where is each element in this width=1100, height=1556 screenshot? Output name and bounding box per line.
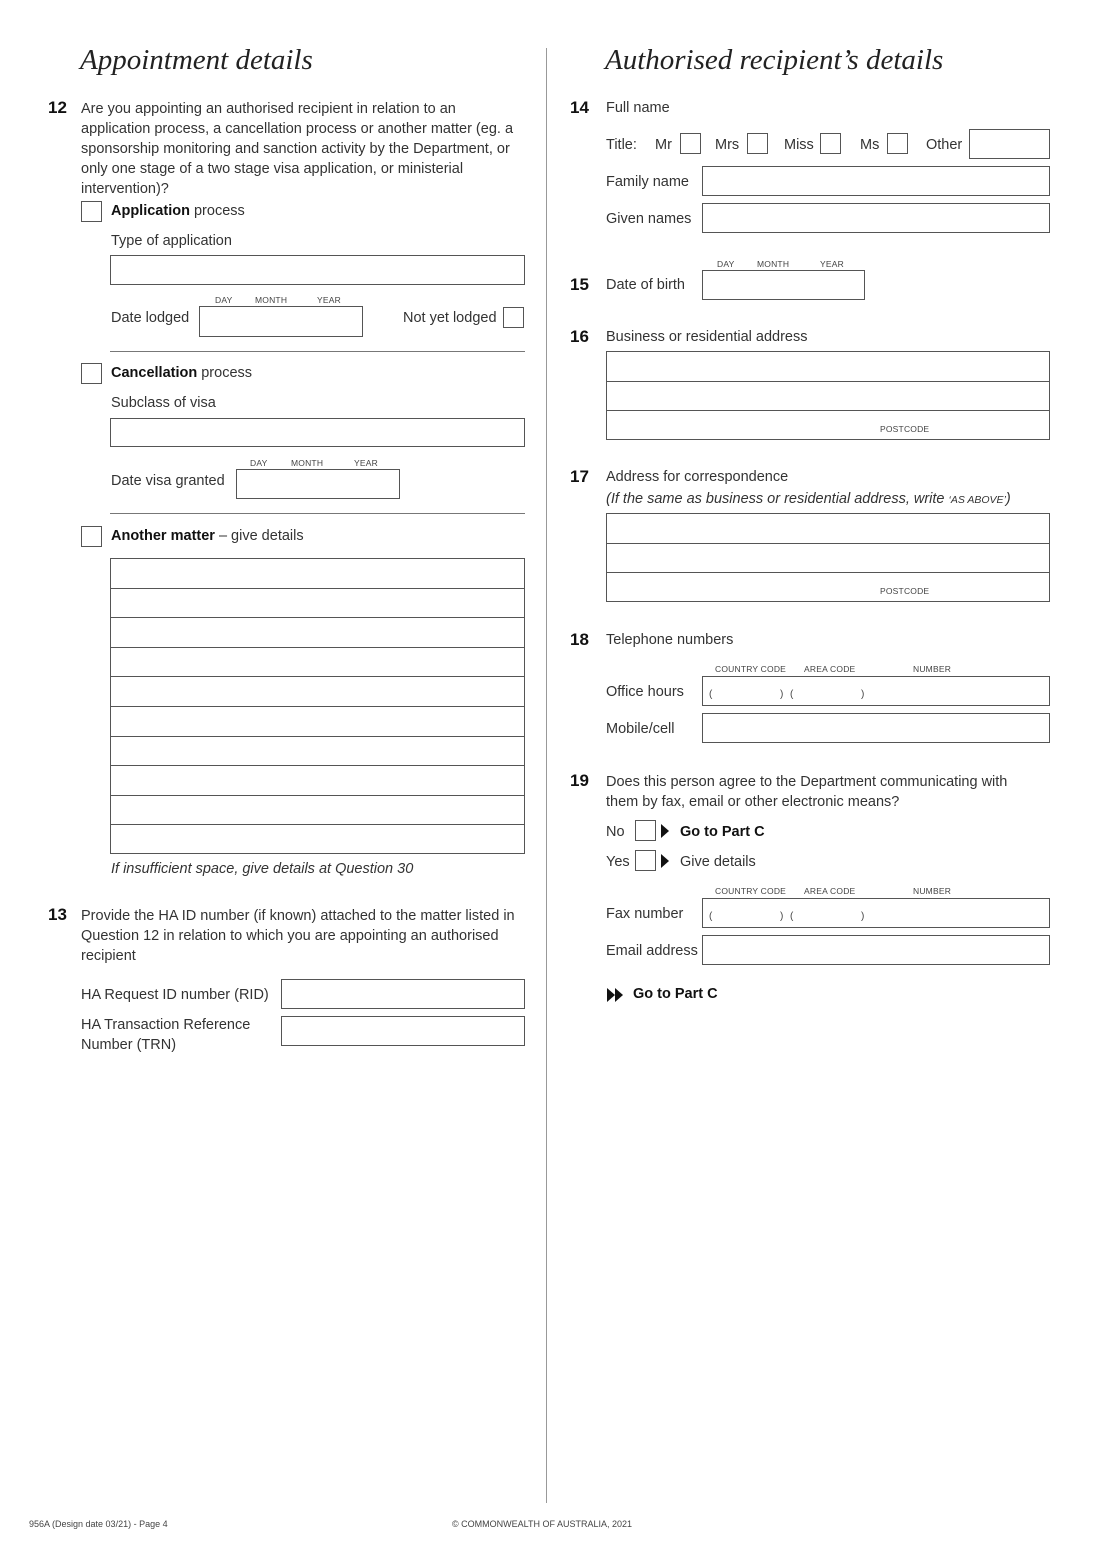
date-lodged-label: Date lodged xyxy=(111,310,190,326)
trn-label: HA Transaction Reference Number (TRN) xyxy=(81,1017,251,1053)
paren-close: ) xyxy=(861,689,865,700)
office-country-code-label: COUNTRY CODE xyxy=(715,664,787,674)
date-visa-granted-year-label: YEAR xyxy=(354,458,378,468)
application-process-checkbox[interactable] xyxy=(81,201,102,222)
date-lodged-day-label: DAY xyxy=(215,295,233,305)
not-yet-lodged-checkbox[interactable] xyxy=(503,307,524,328)
cancellation-process-checkbox[interactable] xyxy=(81,363,102,384)
double-arrow-icon xyxy=(607,988,627,1002)
paren-open: ( xyxy=(790,911,794,922)
date-visa-granted-month-label: MONTH xyxy=(291,458,324,468)
family-name-input[interactable] xyxy=(702,166,1050,196)
arrow-right-icon xyxy=(661,824,669,838)
fax-number-input[interactable] xyxy=(702,898,1050,928)
trn-input[interactable] xyxy=(281,1016,525,1046)
rid-label: HA Request ID number (RID) xyxy=(81,987,269,1003)
paren-close: ) xyxy=(861,911,865,922)
email-input[interactable] xyxy=(702,935,1050,965)
paren-close: ) xyxy=(780,911,784,922)
dob-month-label: MONTH xyxy=(757,259,790,269)
mr-checkbox[interactable] xyxy=(680,133,701,154)
correspondence-address-input[interactable] xyxy=(606,513,1050,602)
given-names-label: Given names xyxy=(606,211,692,227)
mrs-checkbox[interactable] xyxy=(747,133,768,154)
email-label: Email address xyxy=(606,943,698,959)
subclass-of-visa-input[interactable] xyxy=(110,418,525,447)
footer-copyright: © COMMONWEALTH OF AUSTRALIA, 2021 xyxy=(452,1519,632,1529)
business-address-input[interactable] xyxy=(606,351,1050,440)
question-12-number: 12 xyxy=(48,98,67,117)
no-checkbox[interactable] xyxy=(635,820,656,841)
date-visa-granted-label: Date visa granted xyxy=(111,473,225,489)
question-16-number: 16 xyxy=(570,327,589,346)
another-matter-label: Another matter – give details xyxy=(111,528,304,544)
paren-open: ( xyxy=(790,689,794,700)
office-hours-label: Office hours xyxy=(606,684,684,700)
authorised-recipient-heading: Authorised recipient’s details xyxy=(605,44,944,76)
correspondence-postcode-label: POSTCODE xyxy=(880,586,930,596)
dob-day-label: DAY xyxy=(717,259,735,269)
mobile-input[interactable] xyxy=(702,713,1050,743)
miss-checkbox[interactable] xyxy=(820,133,841,154)
subclass-of-visa-label: Subclass of visa xyxy=(111,395,216,411)
paren-open: ( xyxy=(709,689,713,700)
no-go-to-part-c: Go to Part C xyxy=(680,824,765,840)
give-details-label: Give details xyxy=(680,854,756,870)
another-matter-checkbox[interactable] xyxy=(81,526,102,547)
paren-close: ) xyxy=(780,689,784,700)
question-12-text: Are you appointing an authorised recipient in relation to an application process, a cancellation process or another matter (eg. a sponsorship monitoring and sanction activity by the Department, or only one stage of a two stage visa application, or ministerial intervention)? xyxy=(81,101,514,197)
another-matter-details-input[interactable] xyxy=(110,558,525,854)
type-of-application-label: Type of application xyxy=(111,233,232,249)
date-of-birth-label: Date of birth xyxy=(606,277,685,293)
paren-open: ( xyxy=(709,911,713,922)
question-13-number: 13 xyxy=(48,905,67,924)
fax-area-code-label: AREA CODE xyxy=(804,886,856,896)
other-label: Other xyxy=(926,137,963,153)
type-of-application-input[interactable] xyxy=(110,255,525,285)
correspondence-address-note: (If the same as business or residential address, write ‘AS ABOVE’) xyxy=(606,491,1011,507)
question-17-number: 17 xyxy=(570,467,589,486)
fax-number-col-label: NUMBER xyxy=(913,886,952,896)
appointment-details-heading: Appointment details xyxy=(80,44,313,76)
fax-number-label: Fax number xyxy=(606,906,684,922)
business-address-label: Business or residential address xyxy=(606,329,808,345)
office-hours-phone-input[interactable] xyxy=(702,676,1050,706)
date-lodged-input[interactable] xyxy=(199,306,363,337)
office-area-code-label: AREA CODE xyxy=(804,664,856,674)
title-label: Title: xyxy=(606,137,637,153)
question-18-number: 18 xyxy=(570,630,589,649)
ms-label: Ms xyxy=(860,137,880,153)
correspondence-address-label: Address for correspondence xyxy=(606,469,789,485)
divider xyxy=(110,513,525,514)
family-name-label: Family name xyxy=(606,174,689,190)
footer-page-info: 956A (Design date 03/21) - Page 4 xyxy=(29,1519,168,1529)
divider xyxy=(110,351,525,352)
question-19-text: Does this person agree to the Department communicating with them by fax, email or other electronic means? xyxy=(606,774,1008,810)
rid-input[interactable] xyxy=(281,979,525,1009)
final-go-to-part-c: Go to Part C xyxy=(633,986,718,1002)
date-visa-granted-day-label: DAY xyxy=(250,458,268,468)
date-lodged-year-label: YEAR xyxy=(317,295,341,305)
date-visa-granted-input[interactable] xyxy=(236,469,400,499)
question-15-number: 15 xyxy=(570,275,589,294)
cancellation-process-label: Cancellation process xyxy=(111,365,253,381)
business-postcode-label: POSTCODE xyxy=(880,424,930,434)
question-13-text: Provide the HA ID number (if known) attached to the matter listed in Question 12 in relation to which you are appointing an authorised recipient xyxy=(81,908,515,964)
yes-checkbox[interactable] xyxy=(635,850,656,871)
mr-label: Mr xyxy=(655,137,672,153)
office-number-label: NUMBER xyxy=(913,664,952,674)
full-name-label: Full name xyxy=(606,100,670,116)
application-process-label: Application process xyxy=(111,203,245,219)
given-names-input[interactable] xyxy=(702,203,1050,233)
mrs-label: Mrs xyxy=(715,137,740,153)
column-divider xyxy=(546,48,547,1503)
fax-country-code-label: COUNTRY CODE xyxy=(715,886,787,896)
ms-checkbox[interactable] xyxy=(887,133,908,154)
date-lodged-month-label: MONTH xyxy=(255,295,288,305)
question-19-number: 19 xyxy=(570,771,589,790)
date-of-birth-input[interactable] xyxy=(702,270,865,300)
arrow-right-icon xyxy=(661,854,669,868)
mobile-label: Mobile/cell xyxy=(606,721,675,737)
no-label: No xyxy=(606,824,625,840)
other-title-input[interactable] xyxy=(969,129,1050,159)
yes-label: Yes xyxy=(606,854,630,870)
not-yet-lodged-label: Not yet lodged xyxy=(403,310,497,326)
dob-year-label: YEAR xyxy=(820,259,844,269)
question-14-number: 14 xyxy=(570,98,589,117)
insufficient-space-note: If insufficient space, give details at Question 30 xyxy=(111,861,414,877)
miss-label: Miss xyxy=(784,137,814,153)
telephone-numbers-label: Telephone numbers xyxy=(606,632,734,648)
